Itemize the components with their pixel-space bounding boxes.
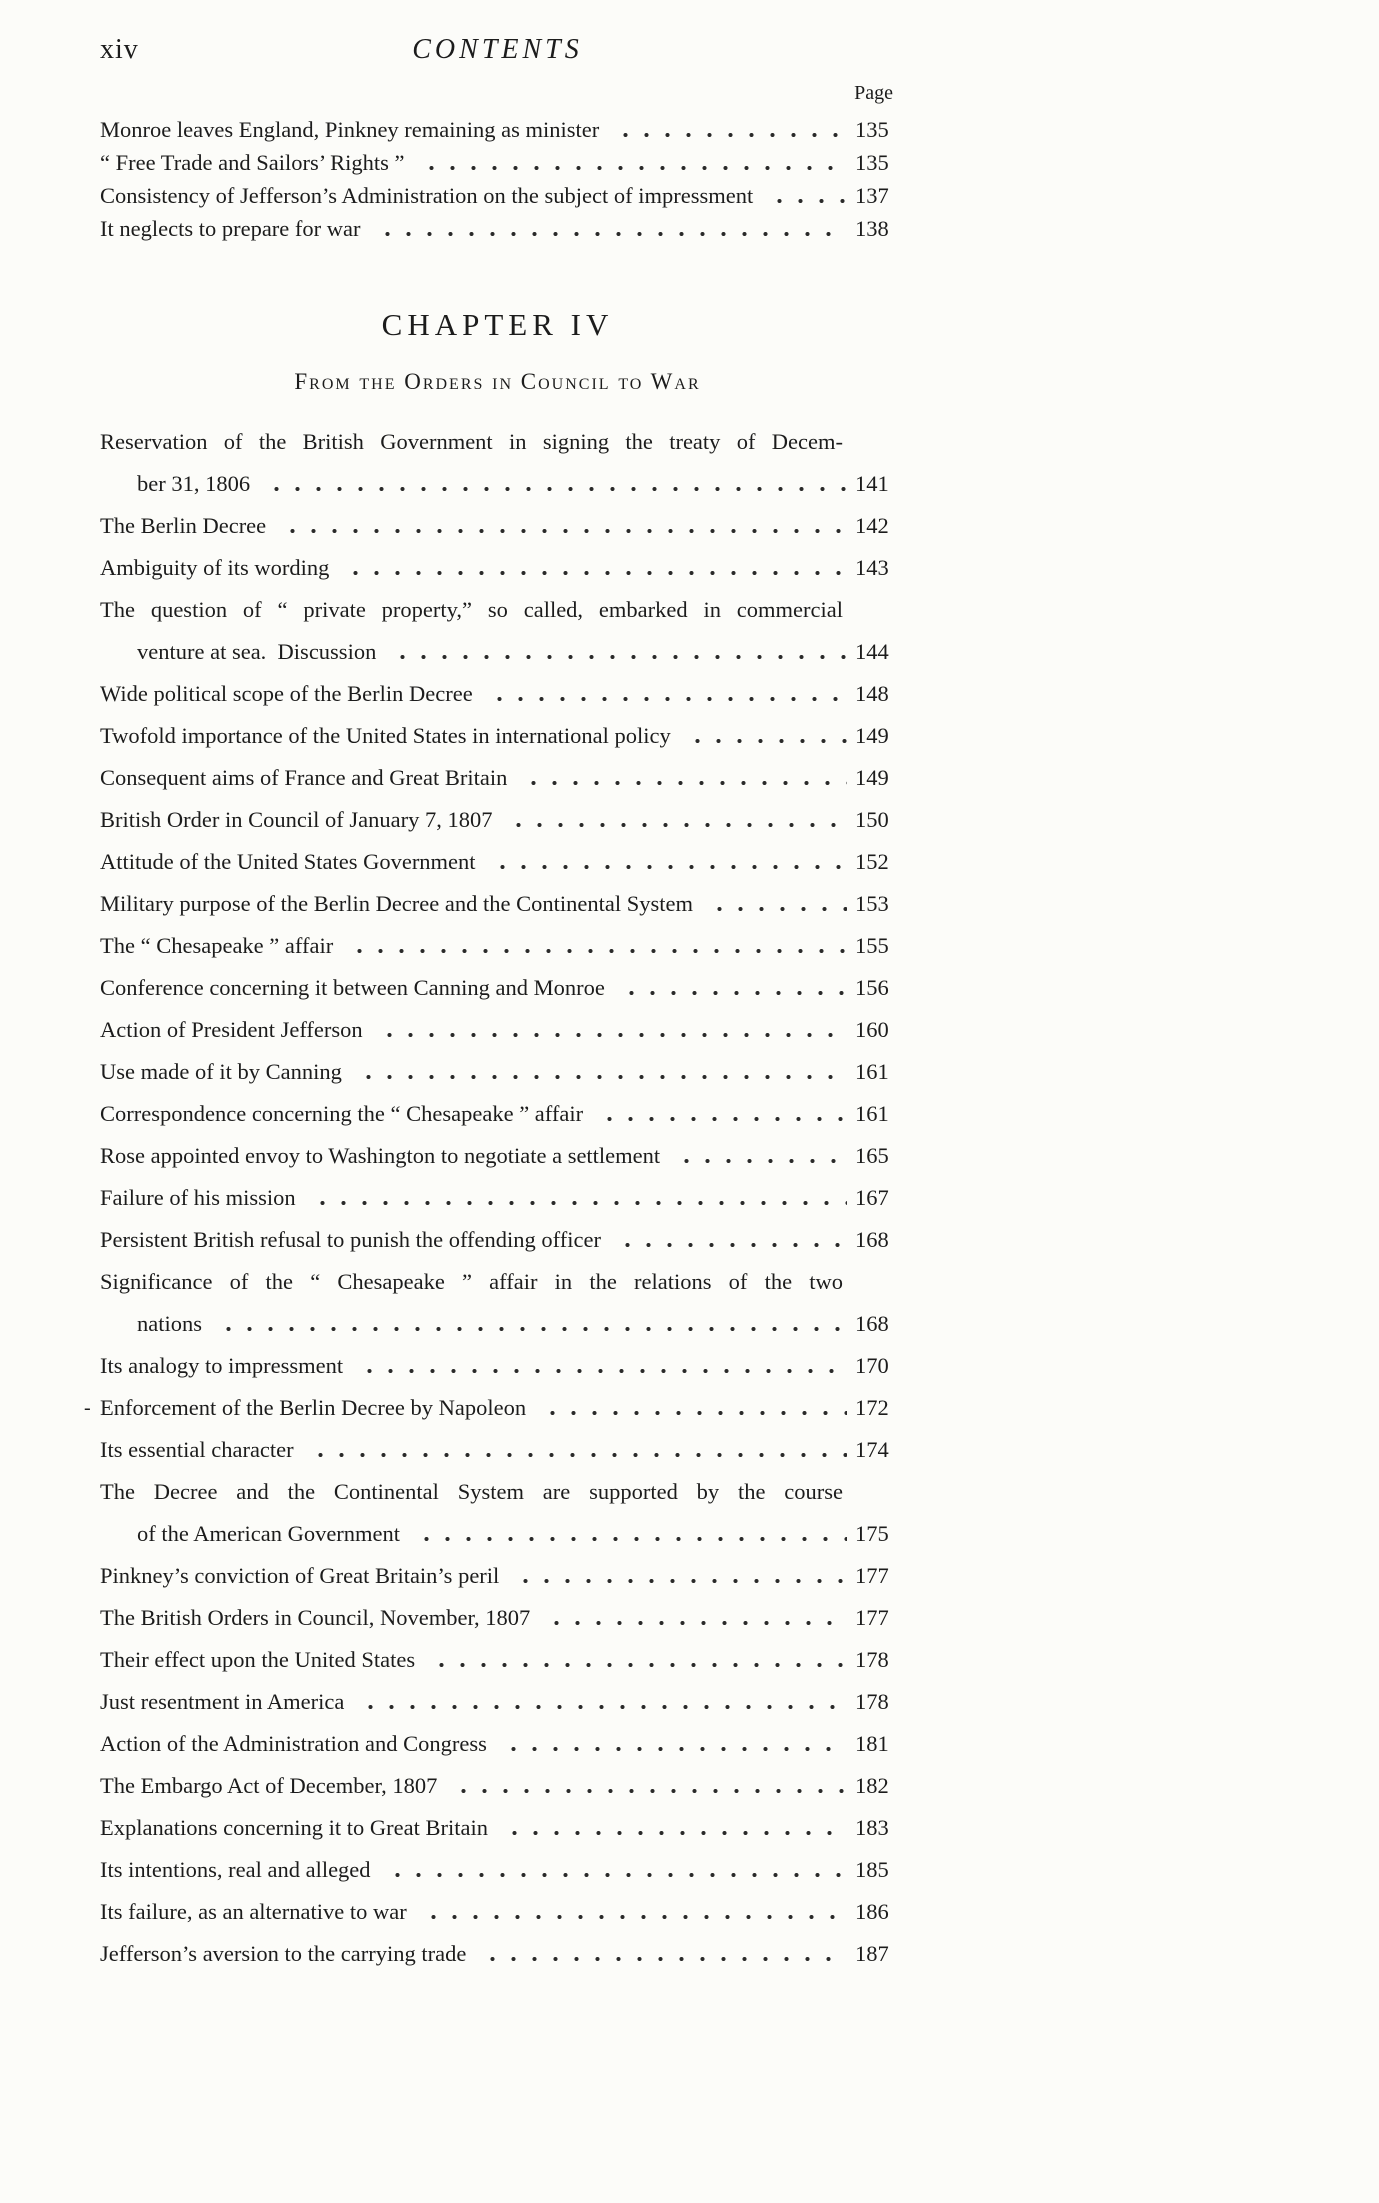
- entry-text: of the American Government: [137, 1521, 401, 1546]
- toc-entry: [100, 1009, 895, 1051]
- dot-leader: [354, 1075, 847, 1079]
- entry-page-number: 144: [855, 639, 889, 664]
- entry-text: Attitude of the United States Government: [100, 849, 476, 874]
- toc-entry: [100, 589, 895, 673]
- dot-leader: [417, 166, 847, 170]
- entry-text: The Decree and the Continental System are supported by the course: [100, 1479, 843, 1504]
- toc-entry: [100, 1429, 895, 1471]
- entry-text: The Berlin Decree: [100, 513, 267, 538]
- toc-entry: [100, 925, 895, 967]
- entry-text: Its essential character: [100, 1437, 294, 1462]
- entry-page-number: 135: [855, 150, 889, 175]
- entry-page-number: 152: [855, 849, 889, 874]
- dot-leader: [500, 1831, 847, 1835]
- toc-entry: [100, 1807, 895, 1849]
- entry-page-number: 149: [855, 723, 889, 748]
- dot-leader: [683, 739, 847, 743]
- dot-leader: [705, 907, 847, 911]
- running-title: CONTENTS: [412, 34, 583, 65]
- dot-leader: [542, 1621, 847, 1625]
- dot-leader: [345, 949, 847, 953]
- entry-page-number: 181: [855, 1731, 889, 1756]
- dot-leader: [278, 529, 847, 533]
- toc-entry: [100, 1723, 895, 1765]
- entry-text: Persistent British refusal to punish the offending officer: [100, 1227, 601, 1252]
- entry-text: nations: [137, 1311, 202, 1336]
- toc-entry: [100, 1471, 895, 1555]
- dot-leader: [383, 1873, 847, 1877]
- toc-entry: [100, 505, 895, 547]
- running-head: [100, 34, 895, 66]
- entry-page-number: 143: [855, 555, 889, 580]
- entry-text: Wide political scope of the Berlin Decree: [100, 681, 473, 706]
- entry-page-number: 160: [855, 1017, 889, 1042]
- entry-page-number: 183: [855, 1815, 889, 1840]
- entry-page-number: 156: [855, 975, 889, 1000]
- dot-leader: [511, 1579, 847, 1583]
- dot-leader: [341, 571, 847, 575]
- entry-text: Reservation of the British Government in signing the treaty of Decem-: [100, 429, 843, 454]
- dot-leader: [519, 781, 847, 785]
- dot-leader: [427, 1663, 847, 1667]
- entry-page-number: 167: [855, 1185, 889, 1210]
- entry-text: Jefferson’s aversion to the carrying trade: [100, 1941, 467, 1966]
- entry-text: Explanations concerning it to Great Britain: [100, 1815, 489, 1840]
- entry-page-number: 186: [855, 1899, 889, 1924]
- entry-page-number: 172: [855, 1395, 889, 1420]
- dot-leader: [262, 487, 847, 491]
- front-matter-entries: [100, 113, 895, 245]
- dot-leader: [617, 991, 847, 995]
- toc-entry: [100, 1135, 895, 1177]
- entry-page-number: 161: [855, 1059, 889, 1084]
- toc-entry: [100, 212, 895, 245]
- entry-page-number: 170: [855, 1353, 889, 1378]
- entry-page-number: 178: [855, 1689, 889, 1714]
- entry-page-number: 161: [855, 1101, 889, 1126]
- folio-page-number: xiv: [100, 34, 139, 65]
- toc-entry: [100, 1177, 895, 1219]
- toc-entry: [100, 421, 895, 505]
- dot-leader: [538, 1411, 847, 1415]
- entry-text: Failure of his mission: [100, 1185, 296, 1210]
- toc-entry: [100, 673, 895, 715]
- entry-page-number: 138: [855, 216, 889, 241]
- dot-leader: [499, 1747, 847, 1751]
- chapter-entries: [84, 421, 895, 1975]
- dot-leader: [613, 1243, 847, 1247]
- entry-page-number: 175: [855, 1521, 889, 1546]
- entry-text: Rose appointed envoy to Washington to negotiate a settlement: [100, 1143, 661, 1168]
- dot-leader: [449, 1789, 847, 1793]
- toc-entry: [100, 146, 895, 179]
- toc-entry: [100, 1681, 895, 1723]
- toc-entry: [100, 1261, 895, 1345]
- dot-leader: [611, 133, 847, 137]
- dot-leader: [419, 1915, 847, 1919]
- entry-text: Action of the Administration and Congress: [100, 1731, 487, 1756]
- toc-entry: [100, 1093, 895, 1135]
- entry-text: “ Free Trade and Sailors’ Rights ”: [100, 150, 405, 175]
- entry-text: It neglects to prepare for war: [100, 216, 361, 241]
- dot-leader: [412, 1537, 847, 1541]
- entry-page-number: 155: [855, 933, 889, 958]
- toc-entry: [100, 1891, 895, 1933]
- dot-leader: [355, 1369, 847, 1373]
- dot-leader: [308, 1201, 847, 1205]
- entry-page-number: 174: [855, 1437, 889, 1462]
- entry-text: The “ Chesapeake ” affair: [100, 933, 334, 958]
- toc-entry: [100, 1597, 895, 1639]
- entry-page-number: 168: [855, 1311, 889, 1336]
- toc-entry: [100, 967, 895, 1009]
- entry-text: Consequent aims of France and Great Britain: [100, 765, 508, 790]
- entry-text: Significance of the “ Chesapeake ” affair in the relations of the two: [100, 1269, 843, 1294]
- entry-page-number: 150: [855, 807, 889, 832]
- entry-page-number: 187: [855, 1941, 889, 1966]
- entry-text: Ambiguity of its wording: [100, 555, 330, 580]
- toc-entry: [100, 1219, 895, 1261]
- entry-text: British Order in Council of January 7, 1807: [100, 807, 493, 832]
- entry-text: The Embargo Act of December, 1807: [100, 1773, 438, 1798]
- entry-text: The question of “ private property,” so called, embarked in commercial: [100, 597, 843, 622]
- dot-leader: [672, 1159, 847, 1163]
- dot-leader: [485, 697, 847, 701]
- chapter-subtitle: From the Orders in Council to War: [294, 369, 701, 394]
- entry-page-number: 135: [855, 117, 889, 142]
- entry-text: Pinkney’s conviction of Great Britain’s peril: [100, 1563, 500, 1588]
- entry-page-number: 142: [855, 513, 889, 538]
- toc-entry: [100, 1555, 895, 1597]
- toc-entry: [100, 1765, 895, 1807]
- entry-page-number: 182: [855, 1773, 889, 1798]
- dot-leader: [373, 232, 848, 236]
- entry-text: Its intentions, real and alleged: [100, 1857, 371, 1882]
- entry-text: Conference concerning it between Canning and Monroe: [100, 975, 605, 1000]
- entry-text: Twofold importance of the United States in international policy: [100, 723, 671, 748]
- dot-leader: [504, 823, 847, 827]
- toc-entry: [100, 841, 895, 883]
- entry-page-number: 178: [855, 1647, 889, 1672]
- entry-text: venture at sea. Discussion: [137, 639, 377, 664]
- entry-text: Their effect upon the United States: [100, 1647, 416, 1672]
- toc-entry: [100, 799, 895, 841]
- toc-entry: [100, 1849, 895, 1891]
- entry-text: Military purpose of the Berlin Decree and the Continental System: [100, 891, 693, 916]
- entry-text: Action of President Jefferson: [100, 1017, 363, 1042]
- chapter-title: CHAPTER IV: [381, 307, 614, 342]
- toc-entry: [100, 113, 895, 146]
- entry-text: Its analogy to impressment: [100, 1353, 344, 1378]
- page-content: [84, 34, 895, 1975]
- entry-page-number: 165: [855, 1143, 889, 1168]
- entry-page-number: 177: [855, 1605, 889, 1630]
- toc-entry: [100, 547, 895, 589]
- entry-text: The British Orders in Council, November, 1807: [100, 1605, 531, 1630]
- toc-entry: [100, 1933, 895, 1975]
- dot-leader: [388, 655, 847, 659]
- entry-page-number: 153: [855, 891, 889, 916]
- toc-entry: [84, 1387, 895, 1429]
- toc-entry: [100, 883, 895, 925]
- toc-entry: [100, 1051, 895, 1093]
- toc-entry: [100, 1345, 895, 1387]
- dot-leader: [375, 1033, 847, 1037]
- entry-text: Its failure, as an alternative to war: [100, 1899, 407, 1924]
- entry-page-number: 168: [855, 1227, 889, 1252]
- page-column-label: Page: [854, 82, 893, 104]
- toc-entry: [100, 1639, 895, 1681]
- entry-page-number: 177: [855, 1563, 889, 1588]
- entry-page-number: 137: [855, 183, 889, 208]
- entry-text: Use made of it by Canning: [100, 1059, 342, 1084]
- entry-text: Monroe leaves England, Pinkney remaining as minister: [100, 117, 600, 142]
- dot-leader: [478, 1957, 847, 1961]
- toc-entry: [100, 715, 895, 757]
- entry-text: Just resentment in America: [100, 1689, 345, 1714]
- dot-leader: [488, 865, 847, 869]
- entry-page-number: 149: [855, 765, 889, 790]
- entry-text: ber 31, 1806: [137, 471, 251, 496]
- dot-leader: [765, 199, 847, 203]
- entry-page-number: 185: [855, 1857, 889, 1882]
- dot-leader: [214, 1327, 847, 1331]
- dot-leader: [356, 1705, 847, 1709]
- entry-text: Correspondence concerning the “ Chesapeake ” affair: [100, 1101, 584, 1126]
- margin-dash-mark: -: [84, 1397, 91, 1419]
- toc-entry: [100, 757, 895, 799]
- entry-page-number: 148: [855, 681, 889, 706]
- dot-leader: [595, 1117, 847, 1121]
- dot-leader: [306, 1453, 847, 1457]
- entry-text: Consistency of Jefferson’s Administration on the subject of impressment: [100, 183, 754, 208]
- toc-entry: [100, 179, 895, 212]
- entry-text: Enforcement of the Berlin Decree by Napoleon: [100, 1395, 527, 1420]
- entry-page-number: 141: [855, 471, 889, 496]
